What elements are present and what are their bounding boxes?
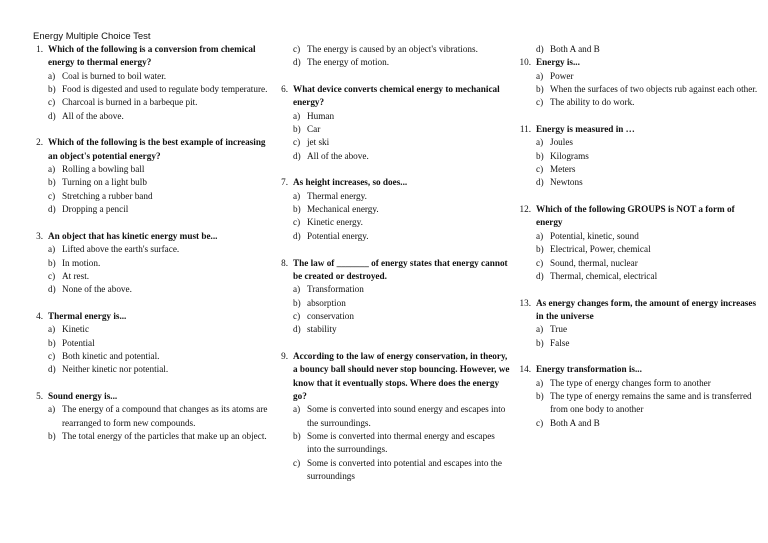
question-stem bbox=[36, 43, 270, 70]
question-text: The law of _______ of energy states that energy cannot be created or destroyed. bbox=[293, 257, 508, 281]
question-number: 6. bbox=[281, 84, 288, 95]
answer-option: b) Kilograms bbox=[536, 150, 589, 161]
answer-option: b) When the surfaces of two objects rub against each other. bbox=[536, 84, 758, 95]
answer-option: b) Mechanical energy. bbox=[293, 204, 379, 215]
question-3 bbox=[36, 230, 270, 297]
question-text: Energy is... bbox=[536, 57, 580, 68]
answer-option: b) absorption bbox=[293, 297, 346, 308]
question-number: 9. bbox=[281, 350, 288, 361]
answer-option: a) Transformation bbox=[293, 284, 364, 295]
question-stem bbox=[519, 203, 762, 230]
question-1 bbox=[36, 43, 270, 123]
answer-option: d) Thermal, chemical, electrical bbox=[536, 270, 658, 281]
answer-option: d) Potential energy. bbox=[293, 230, 369, 241]
column-2 bbox=[281, 43, 511, 483]
question-10 bbox=[519, 56, 762, 109]
question-number: 1. bbox=[36, 44, 43, 54]
answer-option: d) The energy of motion. bbox=[293, 57, 389, 68]
question-text: Which of the following is the best example of increasing an object's potential energy? bbox=[48, 137, 266, 161]
answer-option: a) Coal is burned to boil water. bbox=[48, 70, 167, 81]
column-1 bbox=[36, 43, 270, 443]
answer-option: d) Newtons bbox=[536, 177, 583, 188]
answer-option: a) The energy of a compound that changes as its atoms are rearranged to form new compounds. bbox=[48, 404, 268, 428]
answer-option: d) Dropping a pencil bbox=[48, 204, 129, 215]
question-text: What device converts chemical energy to mechanical energy? bbox=[293, 84, 500, 108]
answer-option: c) Both A and B bbox=[536, 417, 600, 428]
question-text: As energy changes form, the amount of energy increases in the universe bbox=[536, 297, 757, 321]
question-text: Which of the following GROUPS is NOT a form of energy bbox=[536, 204, 735, 228]
question-2 bbox=[36, 136, 270, 216]
answer-option: a) Joules bbox=[536, 137, 573, 148]
question-11 bbox=[519, 123, 762, 190]
question-text: As height increases, so does... bbox=[293, 177, 408, 188]
answer-option: a) Thermal energy. bbox=[293, 190, 367, 201]
question-number: 14. bbox=[519, 364, 531, 375]
answer-option: c) The ability to do work. bbox=[536, 97, 635, 108]
test-title: Energy Multiple Choice Test bbox=[33, 31, 151, 42]
question-text: Thermal energy is... bbox=[48, 310, 127, 321]
answer-option: a) Power bbox=[536, 70, 574, 81]
question-text: Energy transformation is... bbox=[536, 364, 642, 375]
question-14 bbox=[519, 363, 762, 430]
question-stem bbox=[281, 257, 511, 284]
question-stem bbox=[36, 136, 270, 163]
question-stem bbox=[281, 176, 511, 189]
question-number: 2. bbox=[36, 137, 43, 148]
answer-option: d) All of the above. bbox=[48, 110, 124, 121]
question-stem bbox=[519, 56, 762, 69]
answer-option: d) Both A and B bbox=[536, 44, 600, 54]
question-stem bbox=[519, 363, 762, 376]
question-12 bbox=[519, 203, 762, 283]
answer-option: d) stability bbox=[293, 324, 337, 335]
answer-option: b) In motion. bbox=[48, 257, 101, 268]
answer-option: a) Human bbox=[293, 110, 335, 121]
question-stem bbox=[36, 390, 270, 403]
answer-option: a) The type of energy changes form to another bbox=[536, 377, 711, 388]
answer-option: c) The energy is caused by an object's vibrations. bbox=[293, 44, 478, 54]
answer-option: a) Kinetic bbox=[48, 324, 90, 335]
answer-option: c) Both kinetic and potential. bbox=[48, 350, 160, 361]
answer-option: b) False bbox=[536, 337, 570, 348]
question-stem bbox=[519, 123, 762, 136]
answer-option: b) Some is converted into thermal energy and escapes into the surroundings. bbox=[293, 430, 495, 455]
question-9 bbox=[281, 350, 511, 483]
answer-option: c) At rest. bbox=[48, 270, 90, 281]
answer-option: a) Potential, kinetic, sound bbox=[536, 230, 639, 241]
column-3 bbox=[519, 43, 762, 430]
question-text: Which of the following is a conversion from chemical energy to thermal energy? bbox=[48, 44, 256, 68]
answer-option: b) Car bbox=[293, 124, 321, 135]
answer-option: a) Some is converted into sound energy and escapes into the surroundings. bbox=[293, 404, 506, 428]
question-number: 3. bbox=[36, 230, 43, 241]
answer-option: c) Charcoal is burned in a barbeque pit. bbox=[48, 97, 198, 108]
answer-option: c) Some is converted into potential and escapes into the surroundings bbox=[293, 457, 502, 481]
answer-option: b) Turning on a light bulb bbox=[48, 177, 147, 188]
question-number: 8. bbox=[281, 257, 288, 268]
question-5 bbox=[36, 390, 270, 443]
answer-option: a) Lifted above the earth's surface. bbox=[48, 244, 180, 255]
question-number: 13. bbox=[519, 297, 531, 308]
question-text: Energy is measured in … bbox=[536, 124, 635, 135]
answer-option: b) Food is digested and used to regulate body temperature. bbox=[48, 84, 268, 95]
question-stem bbox=[281, 350, 511, 403]
question-number: 11. bbox=[519, 124, 531, 135]
question-number: 4. bbox=[36, 310, 43, 321]
question-7 bbox=[281, 176, 511, 243]
answer-option: c) Stretching a rubber band bbox=[48, 190, 153, 201]
answer-option: b) The type of energy remains the same and is transferred from one body to another bbox=[536, 390, 752, 415]
question-8 bbox=[281, 257, 511, 337]
answer-option: c) jet ski bbox=[293, 137, 330, 148]
answer-option: d) All of the above. bbox=[293, 150, 369, 161]
answer-option: c) conservation bbox=[293, 310, 354, 321]
answer-option: d) Neither kinetic nor potential. bbox=[48, 364, 169, 375]
answer-option: b) The total energy of the particles that make up an object. bbox=[48, 430, 267, 441]
question-stem bbox=[281, 83, 511, 110]
answer-option: b) Potential bbox=[48, 337, 95, 348]
answer-option: c) Kinetic energy. bbox=[293, 217, 363, 228]
question-number: 10. bbox=[519, 57, 531, 68]
question-text: Sound energy is... bbox=[48, 390, 118, 401]
question-text: According to the law of energy conservation, in theory, a bouncy ball should never stop bouncing. However, we know that it eventually stops. Where does the energy go? bbox=[293, 350, 510, 401]
answer-option: d) None of the above. bbox=[48, 284, 132, 295]
question-number: 7. bbox=[281, 177, 288, 188]
question-9-continued bbox=[536, 43, 762, 56]
question-text: An object that has kinetic energy must be... bbox=[48, 230, 218, 241]
answer-option: b) Electrical, Power, chemical bbox=[536, 244, 651, 255]
question-stem bbox=[36, 230, 270, 243]
question-number: 12. bbox=[519, 204, 531, 215]
question-stem bbox=[519, 297, 762, 324]
question-stem bbox=[36, 310, 270, 323]
question-13 bbox=[519, 297, 762, 350]
question-4 bbox=[36, 310, 270, 377]
question-6 bbox=[281, 83, 511, 163]
answer-option: a) Rolling a bowling ball bbox=[48, 164, 145, 175]
question-5-continued bbox=[293, 43, 511, 70]
answer-option: c) Sound, thermal, nuclear bbox=[536, 257, 638, 268]
question-number: 5. bbox=[36, 390, 43, 401]
answer-option: a) True bbox=[536, 324, 568, 335]
answer-option: c) Meters bbox=[536, 164, 576, 175]
